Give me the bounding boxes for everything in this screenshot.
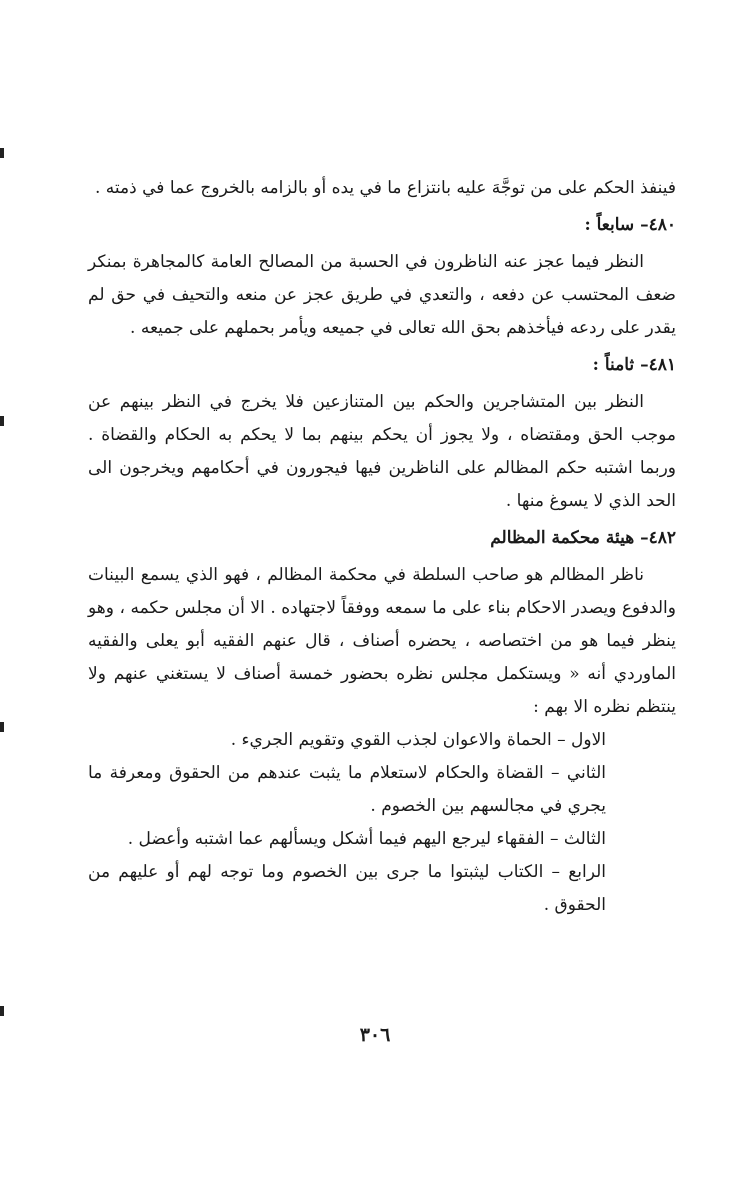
section-paragraph-482: ناظر المظالم هو صاحب السلطة في محكمة المظالم ، فهو الذي يسمع البينات والدفوع ويصدر الاحكام بناء على ما سمعه ووفقاً لاجتهاده . الا أن مجلس حكمه ، وهو ينظر فيما هو من اختصاصه ، يحضره أصناف ، قال عنهم الفقيه أبو يعلى والفقيه الماوردي أنه « ويستكمل مجلس نظره بحضور خمسة أصناف لا يستغني عنهم ولا ينتظم نظره الا بهم :	[88, 565, 676, 717]
scan-edge-mark	[0, 1006, 4, 1016]
list-item: الرابع – الكتاب ليثبتوا ما جرى بين الخصوم وما توجه لهم أو عليهم من الحقوق .	[88, 862, 606, 915]
page-text	[88, 172, 676, 922]
scan-edge-mark	[0, 722, 4, 732]
list-item: الاول – الحماة والاعوان لجذب القوي وتقويم الجريء .	[230, 730, 606, 750]
scan-edge-mark	[0, 148, 4, 158]
page-number: ٣٠٦	[359, 1024, 391, 1046]
list-item: الثالث – الفقهاء ليرجع اليهم فيما أشكل ويسألهم عما اشتبه وأعضل .	[127, 829, 606, 849]
court-members-list	[88, 724, 676, 922]
section-heading-482: ٤٨٢– هيئة محكمة المظالم	[490, 528, 676, 548]
section-heading-481: ٤٨١– ثامناً :	[592, 355, 676, 375]
section-paragraph-481: النظر بين المتشاجرين والحكم بين المتنازعين فلا يخرج في النظر بينهم عن موجب الحق ومقتضاه ، ولا يجوز أن يحكم بينهم بما لا يحكم به الحكام والقضاة . وربما اشتبه حكم المظالم على الناظرين فيها فيجورون في أحكامهم ويخرجون الى الحد الذي لا يسوغ منها .	[88, 392, 676, 511]
section-paragraph-480: النظر فيما عجز عنه الناظرون في الحسبة من المصالح العامة كالمجاهرة بمنكر ضعف المحتسب عن دفعه ، والتعدي في طريق عجز عن منعه والتحيف في حق لم يقدر على ردعه فيأخذهم بحق الله تعالى في جميعه ويأمر بحملهم على جميعه .	[88, 252, 676, 338]
continuation-paragraph: فينفذ الحكم على من توجَّهَ عليه بانتزاع ما في يده أو بالزامه بالخروج عما في ذمته .	[95, 178, 676, 198]
list-item: الثاني – القضاة والحكام لاستعلام ما يثبت عندهم من الحقوق ومعرفة ما يجري في مجالسهم بين الخصوم .	[88, 763, 606, 816]
scan-edge-mark	[0, 416, 4, 426]
section-heading-480: ٤٨٠– سابعاً :	[584, 215, 676, 235]
